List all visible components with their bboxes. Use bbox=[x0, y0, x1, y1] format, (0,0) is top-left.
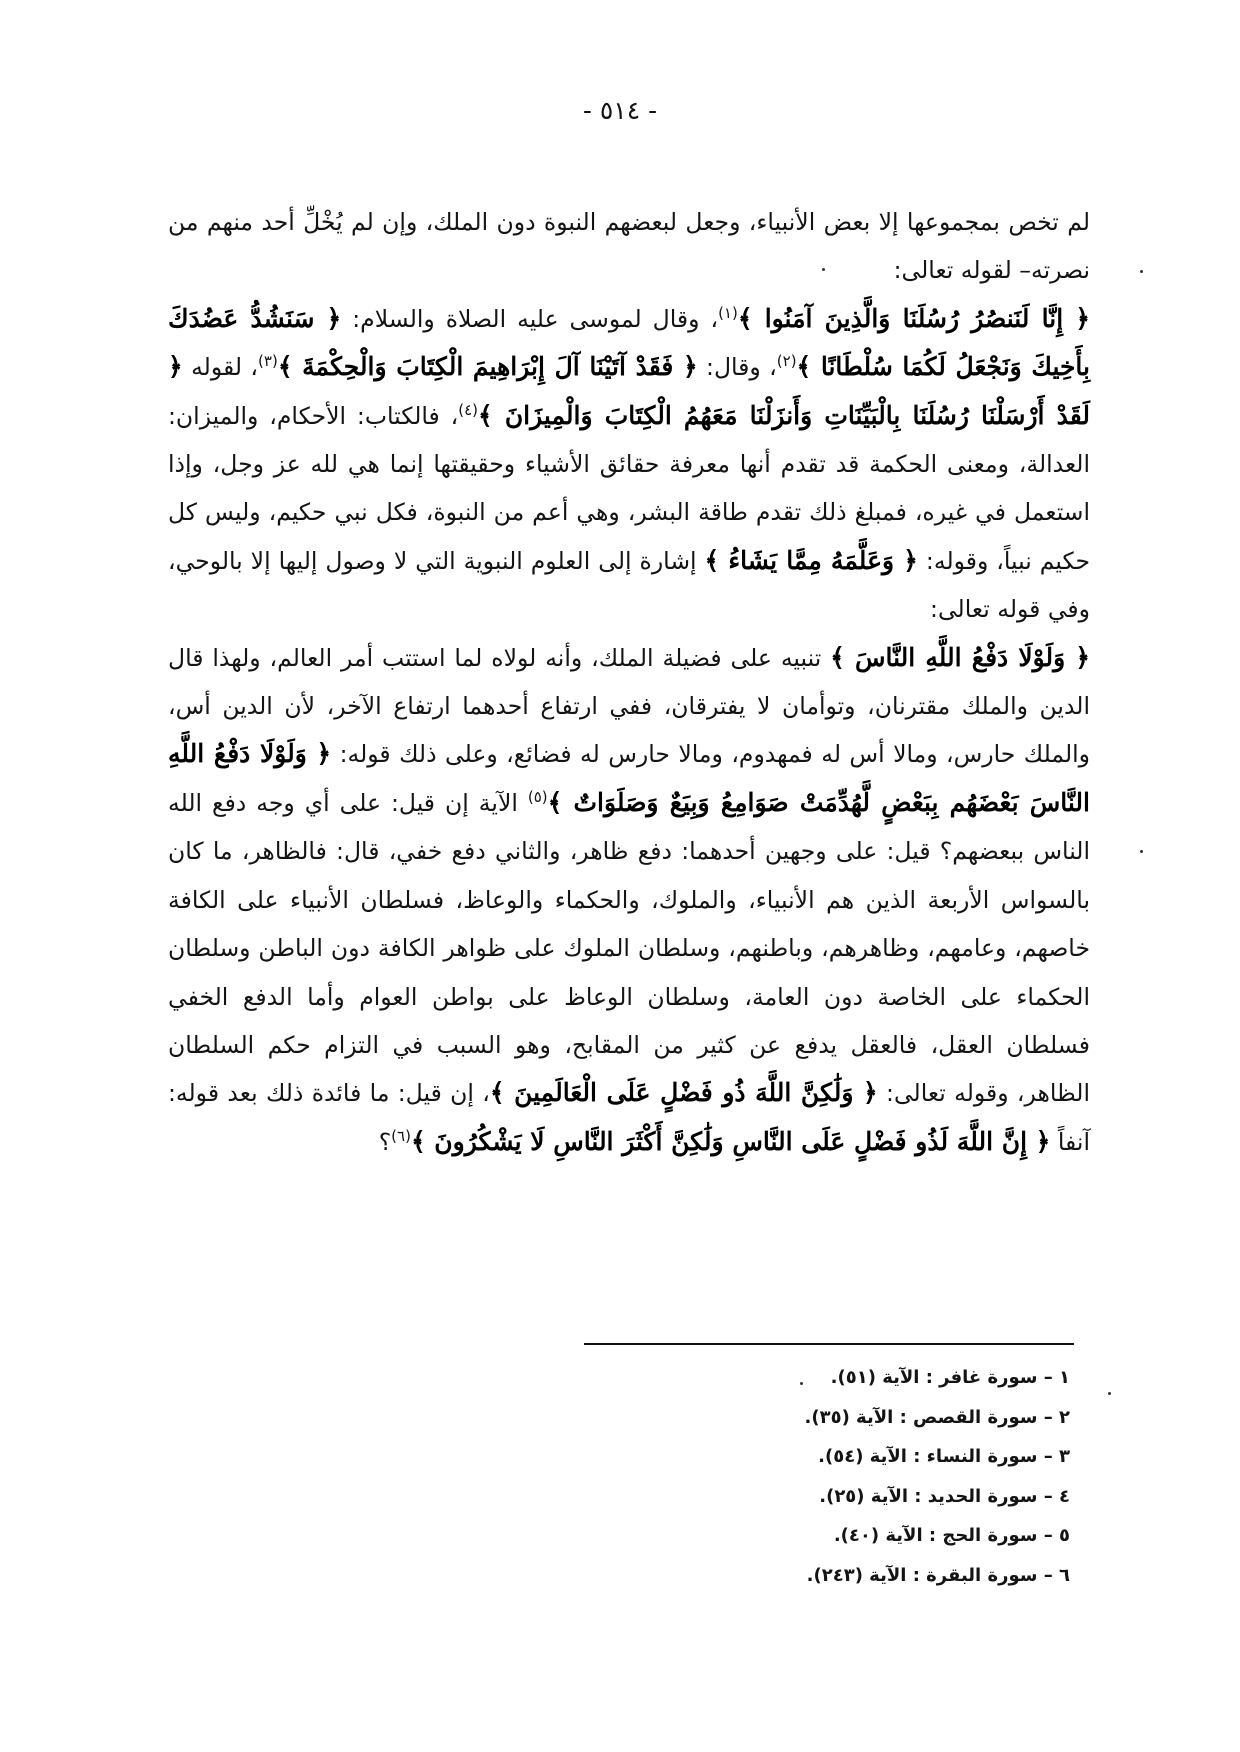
text-run: ؟ bbox=[378, 1127, 392, 1156]
footnote-ref[interactable]: (٤) bbox=[458, 400, 479, 419]
scan-speck bbox=[822, 268, 825, 271]
footnote-item: ١ – سورة غافر : الآية (٥١). bbox=[830, 1367, 1070, 1388]
text-run: ، لقوله bbox=[182, 353, 259, 382]
footnote-item: ٤ – سورة الحديد : الآية (٢٥). bbox=[819, 1485, 1070, 1507]
text-run: ، فالكتاب: الأحكام، والميزان: العدالة، ومعنى الحكمة قد تقدم أنها معرفة حقائق الأشياء وحقيقتها إنما هي لله عز وجل، وإذا استعمل في غيره، فمبلغ ذلك تقدم طاقة البشر، وهي أعم من النبوة، فكل نبي حكيم، وليس كل حكيم نبياً، وقوله: bbox=[168, 401, 1091, 575]
quran-verse: ﴿ سَنَشُدُّ عَضُدَكَ بِأَخِيكَ وَنَجْعَلُ لَكُمَا سُلْطَانًا ﴾ bbox=[168, 303, 1091, 382]
footnote-item: ٣ – سورة النساء : الآية (٥٤). bbox=[818, 1446, 1070, 1468]
quran-verse: ﴿ وَلَوْلَا دَفْعُ اللَّهِ النَّاسَ بَعْضَهُم بِبَعْضٍ لَّهُدِّمَتْ صَوَامِعُ وَبِيَعٌ وَصَلَوَاتٌ ﴾ bbox=[168, 739, 1090, 817]
quran-verse: ﴿ فَقَدْ آتَيْنَا آلَ إِبْرَاهِيمَ الْكِتَابَ وَالْحِكْمَةَ ﴾ bbox=[277, 352, 698, 382]
footnote-item: ٥ – سورة الحج : الآية (٤٠). bbox=[833, 1525, 1070, 1547]
footnote-ref[interactable]: (٢) bbox=[776, 352, 797, 371]
main-text bbox=[168, 198, 1090, 1166]
quran-verse: ﴿ إِنَّا لَنَنصُرُ رُسُلَنَا وَالَّذِينَ آمَنُوا ﴾ bbox=[737, 303, 1090, 333]
text-run: ، إن قيل: ما فائدة ذلك بعد قوله: آنفاً bbox=[168, 1079, 1090, 1156]
quran-verse: ﴿ وَلَوْلَا دَفْعُ اللَّهِ النَّاسَ ﴾ bbox=[830, 642, 1090, 672]
footnote-ref[interactable]: (٣) bbox=[258, 352, 278, 371]
footnotes-list bbox=[560, 1358, 1070, 1596]
page-number: - ٥١٤ - bbox=[582, 96, 658, 125]
footnote-item: ٦ – سورة البقرة : الآية (٢٤٣). bbox=[806, 1564, 1070, 1586]
scan-speck bbox=[1140, 270, 1143, 273]
footnote-item: ٢ – سورة القصص : الآية (٣٥). bbox=[804, 1406, 1070, 1428]
footnote-ref[interactable]: (٦) bbox=[391, 1126, 411, 1145]
quran-verse: ﴿ وَلَٰكِنَّ اللَّهَ ذُو فَضْلٍ عَلَى الْعَالَمِينَ ﴾ bbox=[489, 1078, 878, 1108]
scan-speck bbox=[800, 1382, 803, 1385]
text-run: الآية إن قيل: على أي وجه دفع الله الناس ببعضهم؟ قيل: على وجهين أحدهما: دفع ظاهر، والثاني دفع خفي، قال: فالظاهر، ما كان بالسواس الأربعة الذين هم الأنبياء، والملوك، والحكماء والوعاظ، فسلطان الأنبياء على الكافة خاصهم، وعامهم، وظاهرهم، وباطنهم، وسلطان الملوك على ظواهر الكافة دون الباطن وسلطان الحكماء على الخاصة دون العامة، وسلطان الوعاظ على بواطن العوام وأما الدفع الخفي فسلطان العقل، فالعقل يدفع عن كثير من المقابح، وهو السبب في التزام حكم السلطان الظاهر، وقوله تعالى: bbox=[168, 788, 1090, 1108]
scan-speck bbox=[1108, 1392, 1111, 1395]
text-run: تنبيه على فضيلة الملك، وأنه لولاه لما استتب أمر العالم، ولهذا قال الدين والملك مقترنان، وتوأمان لا يفترقان، ففي ارتفاع أحدهما ارتفاع الآخر، لأن الدين أس، والملك حارس، ومالا أس له فمهدوم، ومالا حارس له فضائع، وعلى ذلك قوله: bbox=[168, 643, 1090, 769]
text-run: إشارة إلى العلوم النبوية التي لا وصول إليها إلا بالوحي، وفي قوله تعالى: bbox=[168, 546, 1090, 624]
text-run: ، وقال لموسى عليه الصلاة والسلام: bbox=[341, 304, 719, 333]
text-run: ، وقال: bbox=[697, 353, 777, 382]
footnote-ref[interactable]: (٥) bbox=[527, 788, 548, 807]
footnote-separator bbox=[584, 1343, 1074, 1345]
text-run: لم تخص بمجموعها إلا بعض الأنبياء، وجعل لبعضهم النبوة دون الملك، وإن لم يُخْلِّ أحد منهم من نصرته– لقوله تعالى: bbox=[168, 208, 1090, 285]
quran-verse: ﴿ إِنَّ اللَّهَ لَذُو فَضْلٍ عَلَى النَّاسِ وَلَٰكِنَّ أَكْثَرَ النَّاسِ لَا يَشْكُرُونَ ﴾ bbox=[410, 1126, 1051, 1156]
quran-verse: ﴿ وَعَلَّمَهُ مِمَّا يَشَاءُ ﴾ bbox=[704, 545, 918, 575]
footnote-ref[interactable]: (١) bbox=[718, 303, 738, 322]
scan-speck bbox=[1140, 850, 1143, 853]
quran-verse: ﴿ لَقَدْ أَرْسَلْنَا رُسُلَنَا بِالْبَيِّنَاتِ وَأَنزَلْنَا مَعَهُمُ الْكِتَابَ وَالْمِيزَانَ ﴾ bbox=[168, 352, 1090, 430]
